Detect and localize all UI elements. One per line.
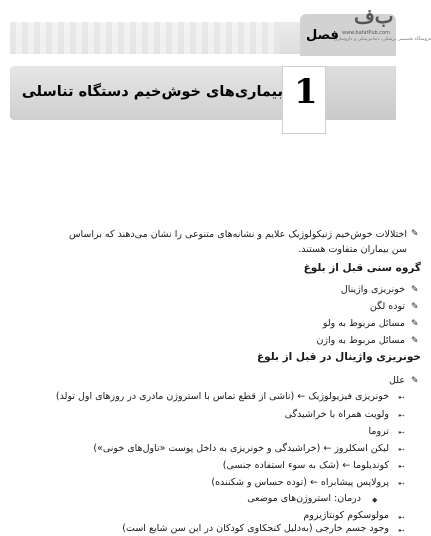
arrow-bullet-icon: ➸ [398,411,405,420]
arrow-bullet-icon: ➸ [398,445,405,454]
section-heading-vaginal-bleeding: خونریزی واژینال در قبل از بلوغ [256,351,421,363]
cause-item: پرولاپس پیشابراه ← (توده حساس و شکننده) [211,477,389,488]
pencil-mark-icon: ✎ [411,336,419,346]
diamond-bullet-icon: ◆ [372,496,378,504]
logo-subtitle: فروشگاه تخصصی پزشکی، دندانپزشکی و داروسازی [334,37,431,42]
cause-item: لیکن اسکلروز ← (خراشیدگی و خونریزی به داخل پوست «تاول‌های خونی») [93,443,389,454]
list-item: مسائل مربوط به ولو [322,318,405,329]
arrow-bullet-icon: ➸ [398,526,405,535]
treatment-note: درمان: استروژن‌های موضعی [247,493,361,504]
publisher-logo [334,4,431,48]
cause-item: ولویت همراه با خراشیدگی [284,409,389,420]
intro-line-1: اختلالات خوش‌خیم ژنیکولوژیک علایم و نشانه‌های متنوعی را نشان می‌دهند که براساس [68,229,407,240]
cause-item: کوندیلوما ← (شک به سوء استفاده جنسی) [222,460,389,471]
logo-url: www.bafatPub.com [342,30,390,36]
logo-mark: ب‌ف [354,4,394,28]
pencil-mark-icon: ✎ [411,229,419,239]
causes-label: علل [388,375,405,386]
pencil-mark-icon: ✎ [411,319,419,329]
arrow-bullet-icon: ➸ [398,428,405,437]
list-item: خونریزی واژینال [340,284,405,295]
chapter-title: بیماری‌های خوش‌خیم دستگاه تناسلی [21,84,283,100]
cause-item: خونریزی فیزیولوژیک ← (ناشی از قطع تماس با استروژن مادری در روزهای اول تولد) [55,391,389,402]
list-item: توده لگن [369,301,405,312]
cause-item: وجود جسم خارجی (به‌دلیل کنجکاوی کودکان در این سن شایع است) [122,523,389,534]
cause-item: مولوسکوم کونتاژیزوم [303,510,389,521]
arrow-bullet-icon: ➸ [398,479,405,488]
list-item: مسائل مربوط به واژن [316,335,405,346]
pencil-mark-icon: ✎ [411,285,419,295]
chapter-header-stripes [10,22,280,54]
arrow-bullet-icon: ➸ [398,513,405,522]
pencil-mark-icon: ✎ [411,302,419,312]
intro-line-2: سن بیماران متفاوت هستند. [298,244,407,255]
chapter-number: 1 [294,72,318,112]
arrow-bullet-icon: ➸ [398,393,405,402]
cause-item: تروما [368,426,389,437]
pencil-mark-icon: ✎ [411,376,419,386]
chapter-label: فصل [306,28,339,43]
chapter-number-band [324,66,396,120]
section-heading-pre-puberty: گروه سنی قبل از بلوغ [303,262,421,274]
arrow-bullet-icon: ➸ [398,462,405,471]
